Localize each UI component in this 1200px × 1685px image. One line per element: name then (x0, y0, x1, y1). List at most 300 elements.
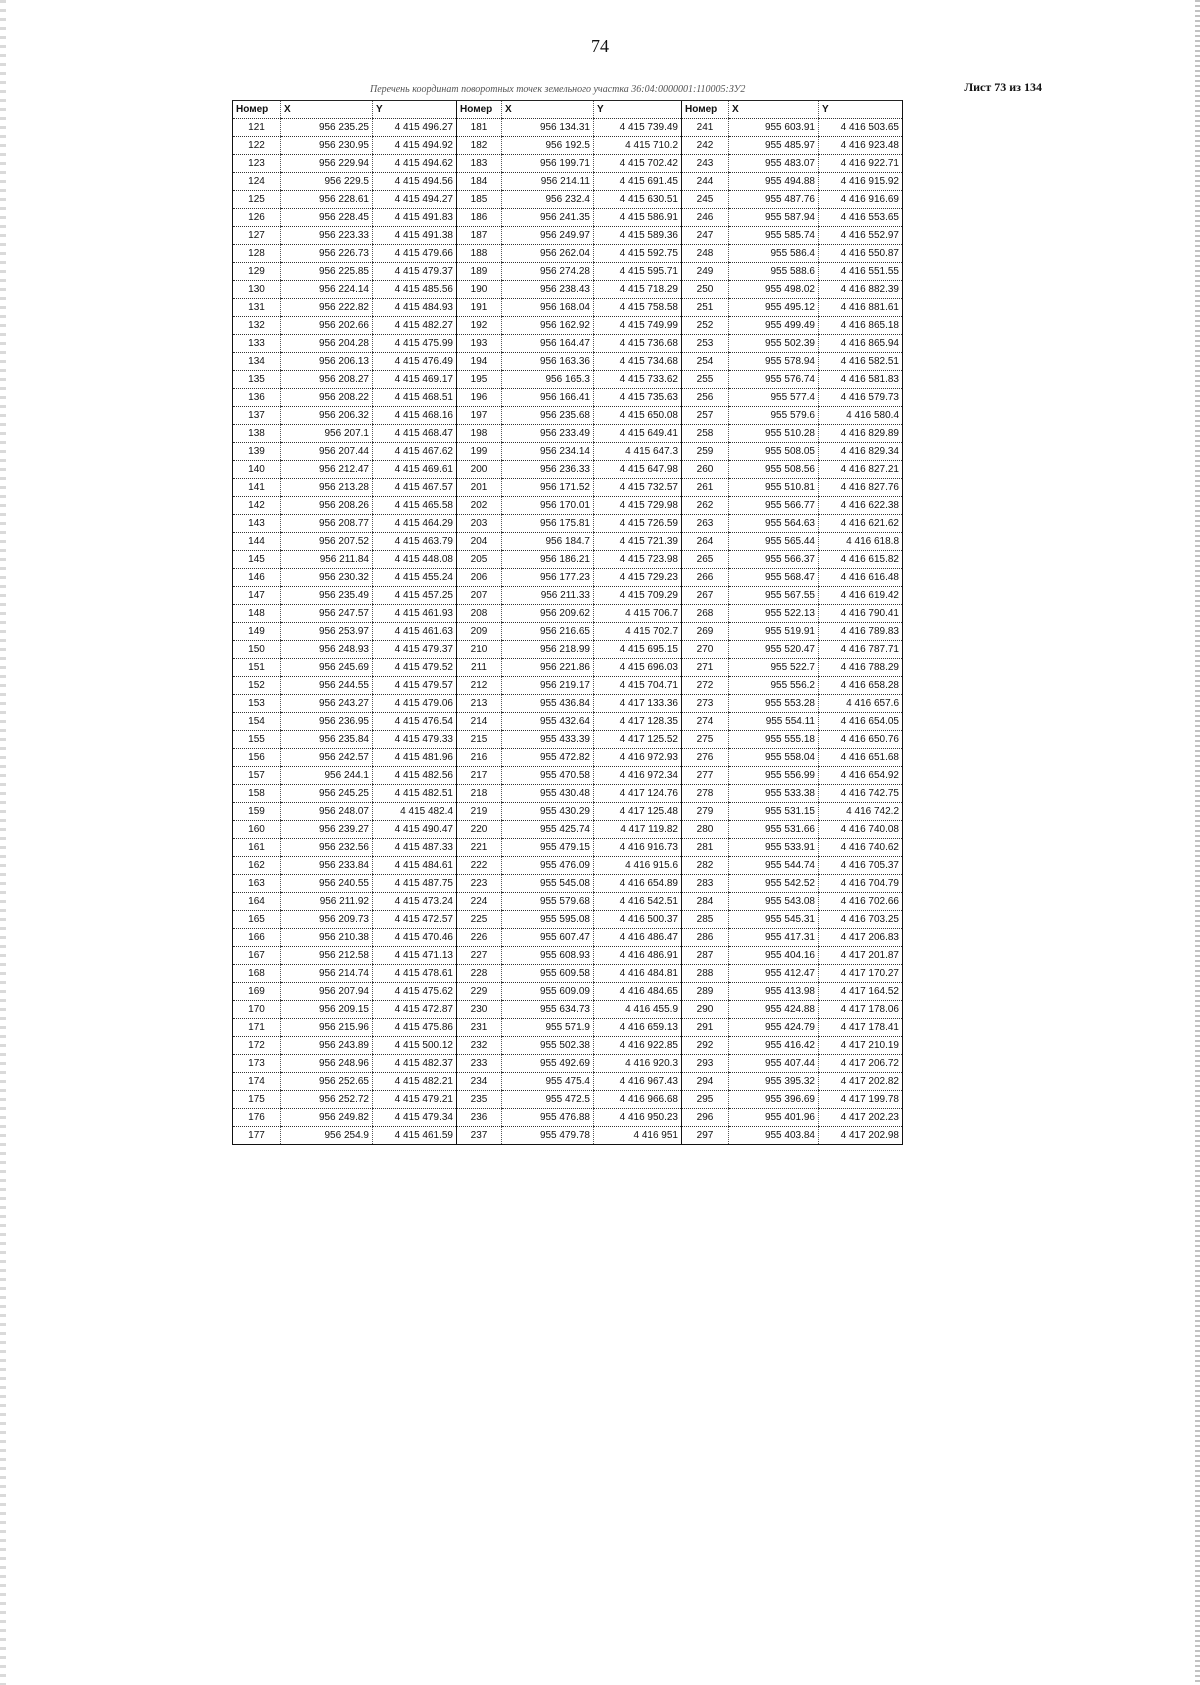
y-coordinate-cell: 4 415 494.56 (373, 173, 457, 191)
point-number-cell: 295 (682, 1091, 729, 1109)
y-coordinate-cell: 4 416 702.66 (819, 893, 903, 911)
y-coordinate-cell: 4 415 461.59 (373, 1127, 457, 1145)
x-coordinate-cell: 956 232.56 (281, 839, 373, 857)
y-coordinate-cell: 4 415 481.96 (373, 749, 457, 767)
y-coordinate-cell: 4 415 479.33 (373, 731, 457, 749)
x-coordinate-cell: 955 401.96 (729, 1109, 819, 1127)
table-row (233, 173, 903, 191)
y-coordinate-cell: 4 416 615.82 (819, 551, 903, 569)
x-coordinate-cell: 955 587.94 (729, 209, 819, 227)
point-number-cell: 242 (682, 137, 729, 155)
y-coordinate-cell: 4 416 619.42 (819, 587, 903, 605)
x-coordinate-cell: 956 247.57 (281, 605, 373, 623)
y-coordinate-cell: 4 415 484.93 (373, 299, 457, 317)
x-coordinate-cell: 956 230.95 (281, 137, 373, 155)
y-coordinate-cell: 4 416 742.75 (819, 785, 903, 803)
point-number-cell: 136 (233, 389, 281, 407)
point-number-cell: 224 (457, 893, 502, 911)
point-number-cell: 209 (457, 623, 502, 641)
y-coordinate-cell: 4 416 865.94 (819, 335, 903, 353)
x-coordinate-cell: 955 595.08 (502, 911, 594, 929)
y-coordinate-cell: 4 415 749.99 (594, 317, 682, 335)
table-row (233, 137, 903, 155)
y-coordinate-cell: 4 416 967.43 (594, 1073, 682, 1091)
point-number-cell: 192 (457, 317, 502, 335)
y-coordinate-cell: 4 415 706.7 (594, 605, 682, 623)
table-row (233, 1001, 903, 1019)
x-coordinate-cell: 956 254.9 (281, 1127, 373, 1145)
point-number-cell: 176 (233, 1109, 281, 1127)
x-coordinate-cell: 956 221.86 (502, 659, 594, 677)
x-coordinate-cell: 956 177.23 (502, 569, 594, 587)
x-coordinate-cell: 955 579.68 (502, 893, 594, 911)
y-coordinate-cell: 4 415 733.62 (594, 371, 682, 389)
y-coordinate-cell: 4 415 461.63 (373, 623, 457, 641)
point-number-cell: 146 (233, 569, 281, 587)
y-coordinate-cell: 4 417 128.35 (594, 713, 682, 731)
point-number-cell: 254 (682, 353, 729, 371)
y-coordinate-cell: 4 415 467.62 (373, 443, 457, 461)
y-coordinate-cell: 4 415 464.29 (373, 515, 457, 533)
point-number-cell: 195 (457, 371, 502, 389)
point-number-cell: 166 (233, 929, 281, 947)
point-number-cell: 235 (457, 1091, 502, 1109)
x-coordinate-cell: 956 243.89 (281, 1037, 373, 1055)
x-coordinate-cell: 956 245.69 (281, 659, 373, 677)
point-number-cell: 182 (457, 137, 502, 155)
point-number-cell: 164 (233, 893, 281, 911)
point-number-cell: 144 (233, 533, 281, 551)
x-coordinate-cell: 956 222.82 (281, 299, 373, 317)
point-number-cell: 212 (457, 677, 502, 695)
x-coordinate-cell: 956 249.97 (502, 227, 594, 245)
point-number-cell: 127 (233, 227, 281, 245)
y-coordinate-cell: 4 415 467.57 (373, 479, 457, 497)
point-number-cell: 287 (682, 947, 729, 965)
y-coordinate-cell: 4 415 461.93 (373, 605, 457, 623)
point-number-cell: 219 (457, 803, 502, 821)
x-coordinate-cell: 956 171.52 (502, 479, 594, 497)
point-number-cell: 167 (233, 947, 281, 965)
point-number-cell: 260 (682, 461, 729, 479)
y-coordinate-cell: 4 415 718.29 (594, 281, 682, 299)
y-coordinate-cell: 4 416 865.18 (819, 317, 903, 335)
x-coordinate-cell: 955 544.74 (729, 857, 819, 875)
x-coordinate-cell: 955 579.6 (729, 407, 819, 425)
y-coordinate-cell: 4 415 723.98 (594, 551, 682, 569)
x-coordinate-cell: 956 225.85 (281, 263, 373, 281)
y-coordinate-cell: 4 416 790.41 (819, 605, 903, 623)
y-coordinate-cell: 4 415 482.51 (373, 785, 457, 803)
table-row (233, 569, 903, 587)
x-coordinate-cell: 956 244.1 (281, 767, 373, 785)
x-coordinate-cell: 956 210.38 (281, 929, 373, 947)
point-number-cell: 274 (682, 713, 729, 731)
y-coordinate-cell: 4 416 580.4 (819, 407, 903, 425)
x-coordinate-cell: 956 207.94 (281, 983, 373, 1001)
y-coordinate-cell: 4 416 622.38 (819, 497, 903, 515)
point-number-cell: 255 (682, 371, 729, 389)
x-coordinate-cell: 955 404.16 (729, 947, 819, 965)
x-coordinate-cell: 956 274.28 (502, 263, 594, 281)
point-number-cell: 232 (457, 1037, 502, 1055)
x-coordinate-cell: 956 248.07 (281, 803, 373, 821)
x-coordinate-cell: 955 485.97 (729, 137, 819, 155)
table-row (233, 1055, 903, 1073)
point-number-cell: 126 (233, 209, 281, 227)
y-coordinate-cell: 4 415 479.37 (373, 263, 457, 281)
x-coordinate-cell: 956 249.82 (281, 1109, 373, 1127)
y-coordinate-cell: 4 415 482.56 (373, 767, 457, 785)
y-coordinate-cell: 4 416 742.2 (819, 803, 903, 821)
table-row (233, 317, 903, 335)
point-number-cell: 211 (457, 659, 502, 677)
point-number-cell: 269 (682, 623, 729, 641)
point-number-cell: 194 (457, 353, 502, 371)
table-row (233, 1127, 903, 1145)
x-coordinate-cell: 955 495.12 (729, 299, 819, 317)
point-number-cell: 296 (682, 1109, 729, 1127)
x-coordinate-cell: 956 186.21 (502, 551, 594, 569)
col-x-3: X (729, 101, 819, 119)
x-coordinate-cell: 955 476.09 (502, 857, 594, 875)
x-coordinate-cell: 955 487.76 (729, 191, 819, 209)
table-caption: Перечень координат поворотных точек земельного участка 36:04:0000001:110005:ЗУ2 (370, 84, 746, 95)
table-row (233, 749, 903, 767)
point-number-cell: 281 (682, 839, 729, 857)
x-coordinate-cell: 956 235.84 (281, 731, 373, 749)
point-number-cell: 190 (457, 281, 502, 299)
point-number-cell: 206 (457, 569, 502, 587)
y-coordinate-cell: 4 415 465.58 (373, 497, 457, 515)
table-row (233, 335, 903, 353)
y-coordinate-cell: 4 417 119.82 (594, 821, 682, 839)
point-number-cell: 262 (682, 497, 729, 515)
y-coordinate-cell: 4 415 592.75 (594, 245, 682, 263)
table-row (233, 353, 903, 371)
x-coordinate-cell: 956 204.28 (281, 335, 373, 353)
x-coordinate-cell: 955 545.08 (502, 875, 594, 893)
y-coordinate-cell: 4 416 788.29 (819, 659, 903, 677)
point-number-cell: 153 (233, 695, 281, 713)
table-row (233, 767, 903, 785)
x-coordinate-cell: 955 508.56 (729, 461, 819, 479)
point-number-cell: 285 (682, 911, 729, 929)
y-coordinate-cell: 4 417 210.19 (819, 1037, 903, 1055)
table-row (233, 281, 903, 299)
y-coordinate-cell: 4 415 494.92 (373, 137, 457, 155)
y-coordinate-cell: 4 416 829.89 (819, 425, 903, 443)
x-coordinate-cell: 955 520.47 (729, 641, 819, 659)
x-coordinate-cell: 955 531.15 (729, 803, 819, 821)
y-coordinate-cell: 4 416 915.6 (594, 857, 682, 875)
x-coordinate-cell: 956 224.14 (281, 281, 373, 299)
y-coordinate-cell: 4 415 479.52 (373, 659, 457, 677)
table-row (233, 641, 903, 659)
point-number-cell: 218 (457, 785, 502, 803)
y-coordinate-cell: 4 415 470.46 (373, 929, 457, 947)
y-coordinate-cell: 4 415 472.57 (373, 911, 457, 929)
x-coordinate-cell: 956 212.47 (281, 461, 373, 479)
y-coordinate-cell: 4 416 542.51 (594, 893, 682, 911)
x-coordinate-cell: 955 585.74 (729, 227, 819, 245)
point-number-cell: 184 (457, 173, 502, 191)
table-row (233, 875, 903, 893)
y-coordinate-cell: 4 416 582.51 (819, 353, 903, 371)
y-coordinate-cell: 4 416 740.62 (819, 839, 903, 857)
y-coordinate-cell: 4 415 650.08 (594, 407, 682, 425)
x-coordinate-cell: 956 233.49 (502, 425, 594, 443)
y-coordinate-cell: 4 415 586.91 (594, 209, 682, 227)
y-coordinate-cell: 4 416 654.05 (819, 713, 903, 731)
y-coordinate-cell: 4 416 827.76 (819, 479, 903, 497)
point-number-cell: 217 (457, 767, 502, 785)
point-number-cell: 193 (457, 335, 502, 353)
x-coordinate-cell: 956 252.65 (281, 1073, 373, 1091)
point-number-cell: 160 (233, 821, 281, 839)
x-coordinate-cell: 956 170.01 (502, 497, 594, 515)
x-coordinate-cell: 956 199.71 (502, 155, 594, 173)
x-coordinate-cell: 956 236.33 (502, 461, 594, 479)
y-coordinate-cell: 4 415 479.66 (373, 245, 457, 263)
x-coordinate-cell: 955 543.08 (729, 893, 819, 911)
y-coordinate-cell: 4 417 125.52 (594, 731, 682, 749)
y-coordinate-cell: 4 415 475.62 (373, 983, 457, 1001)
x-coordinate-cell: 956 211.84 (281, 551, 373, 569)
point-number-cell: 247 (682, 227, 729, 245)
point-number-cell: 196 (457, 389, 502, 407)
point-number-cell: 249 (682, 263, 729, 281)
y-coordinate-cell: 4 416 704.79 (819, 875, 903, 893)
y-coordinate-cell: 4 416 651.68 (819, 749, 903, 767)
table-row (233, 929, 903, 947)
point-number-cell: 128 (233, 245, 281, 263)
y-coordinate-cell: 4 415 469.61 (373, 461, 457, 479)
point-number-cell: 131 (233, 299, 281, 317)
x-coordinate-cell: 956 229.94 (281, 155, 373, 173)
y-coordinate-cell: 4 415 739.49 (594, 119, 682, 137)
y-coordinate-cell: 4 415 496.27 (373, 119, 457, 137)
x-coordinate-cell: 955 498.02 (729, 281, 819, 299)
y-coordinate-cell: 4 417 199.78 (819, 1091, 903, 1109)
y-coordinate-cell: 4 416 621.62 (819, 515, 903, 533)
x-coordinate-cell: 956 235.68 (502, 407, 594, 425)
point-number-cell: 129 (233, 263, 281, 281)
y-coordinate-cell: 4 416 829.34 (819, 443, 903, 461)
sheet-label: Лист 73 из 134 (964, 80, 1042, 94)
y-coordinate-cell: 4 415 494.27 (373, 191, 457, 209)
point-number-cell: 256 (682, 389, 729, 407)
table-body (233, 119, 903, 1145)
table-row (233, 425, 903, 443)
point-number-cell: 221 (457, 839, 502, 857)
x-coordinate-cell: 955 430.29 (502, 803, 594, 821)
x-coordinate-cell: 955 564.63 (729, 515, 819, 533)
point-number-cell: 177 (233, 1127, 281, 1145)
table-row (233, 587, 903, 605)
point-number-cell: 264 (682, 533, 729, 551)
point-number-cell: 227 (457, 947, 502, 965)
table-row (233, 389, 903, 407)
point-number-cell: 244 (682, 173, 729, 191)
point-number-cell: 276 (682, 749, 729, 767)
y-coordinate-cell: 4 415 473.24 (373, 893, 457, 911)
y-coordinate-cell: 4 416 827.21 (819, 461, 903, 479)
point-number-cell: 168 (233, 965, 281, 983)
x-coordinate-cell: 956 252.72 (281, 1091, 373, 1109)
x-coordinate-cell: 956 207.44 (281, 443, 373, 461)
y-coordinate-cell: 4 417 178.41 (819, 1019, 903, 1037)
point-number-cell: 154 (233, 713, 281, 731)
y-coordinate-cell: 4 417 133.36 (594, 695, 682, 713)
point-number-cell: 207 (457, 587, 502, 605)
y-coordinate-cell: 4 415 482.27 (373, 317, 457, 335)
table-row (233, 533, 903, 551)
y-coordinate-cell: 4 416 553.65 (819, 209, 903, 227)
y-coordinate-cell: 4 415 479.37 (373, 641, 457, 659)
point-number-cell: 294 (682, 1073, 729, 1091)
y-coordinate-cell: 4 416 923.48 (819, 137, 903, 155)
x-coordinate-cell: 955 492.69 (502, 1055, 594, 1073)
point-number-cell: 288 (682, 965, 729, 983)
point-number-cell: 202 (457, 497, 502, 515)
x-coordinate-cell: 956 211.33 (502, 587, 594, 605)
x-coordinate-cell: 955 424.79 (729, 1019, 819, 1037)
x-coordinate-cell: 956 206.13 (281, 353, 373, 371)
x-coordinate-cell: 955 603.91 (729, 119, 819, 137)
point-number-cell: 272 (682, 677, 729, 695)
table-row (233, 947, 903, 965)
x-coordinate-cell: 956 207.52 (281, 533, 373, 551)
x-coordinate-cell: 956 238.43 (502, 281, 594, 299)
x-coordinate-cell: 956 239.27 (281, 821, 373, 839)
y-coordinate-cell: 4 415 482.37 (373, 1055, 457, 1073)
x-coordinate-cell: 956 165.3 (502, 371, 594, 389)
y-coordinate-cell: 4 415 485.56 (373, 281, 457, 299)
y-coordinate-cell: 4 416 618.8 (819, 533, 903, 551)
x-coordinate-cell: 955 502.38 (502, 1037, 594, 1055)
y-coordinate-cell: 4 416 616.48 (819, 569, 903, 587)
x-coordinate-cell: 955 483.07 (729, 155, 819, 173)
x-coordinate-cell: 955 577.4 (729, 389, 819, 407)
x-coordinate-cell: 956 262.04 (502, 245, 594, 263)
point-number-cell: 149 (233, 623, 281, 641)
col-number-3: Номер (682, 101, 729, 119)
y-coordinate-cell: 4 415 710.2 (594, 137, 682, 155)
x-coordinate-cell: 956 175.81 (502, 515, 594, 533)
y-coordinate-cell: 4 415 448.08 (373, 551, 457, 569)
y-coordinate-cell: 4 415 455.24 (373, 569, 457, 587)
y-coordinate-cell: 4 415 468.47 (373, 425, 457, 443)
point-number-cell: 248 (682, 245, 729, 263)
x-coordinate-cell: 956 163.36 (502, 353, 594, 371)
y-coordinate-cell: 4 415 494.62 (373, 155, 457, 173)
col-x-1: X (281, 101, 373, 119)
x-coordinate-cell: 956 240.55 (281, 875, 373, 893)
y-coordinate-cell: 4 415 479.06 (373, 695, 457, 713)
point-number-cell: 188 (457, 245, 502, 263)
y-coordinate-cell: 4 416 484.65 (594, 983, 682, 1001)
table-row (233, 209, 903, 227)
table-row (233, 119, 903, 137)
point-number-cell: 236 (457, 1109, 502, 1127)
point-number-cell: 140 (233, 461, 281, 479)
x-coordinate-cell: 955 578.94 (729, 353, 819, 371)
y-coordinate-cell: 4 415 630.51 (594, 191, 682, 209)
x-coordinate-cell: 955 510.81 (729, 479, 819, 497)
x-coordinate-cell: 956 207.1 (281, 425, 373, 443)
x-coordinate-cell: 955 542.52 (729, 875, 819, 893)
x-coordinate-cell: 955 554.11 (729, 713, 819, 731)
point-number-cell: 237 (457, 1127, 502, 1145)
x-coordinate-cell: 956 216.65 (502, 623, 594, 641)
y-coordinate-cell: 4 416 703.25 (819, 911, 903, 929)
point-number-cell: 173 (233, 1055, 281, 1073)
y-coordinate-cell: 4 415 479.21 (373, 1091, 457, 1109)
y-coordinate-cell: 4 415 758.58 (594, 299, 682, 317)
x-coordinate-cell: 955 424.88 (729, 1001, 819, 1019)
y-coordinate-cell: 4 415 721.39 (594, 533, 682, 551)
point-number-cell: 132 (233, 317, 281, 335)
x-coordinate-cell: 956 214.11 (502, 173, 594, 191)
y-coordinate-cell: 4 415 457.25 (373, 587, 457, 605)
x-coordinate-cell: 955 472.82 (502, 749, 594, 767)
table-row (233, 785, 903, 803)
x-coordinate-cell: 956 235.25 (281, 119, 373, 137)
x-coordinate-cell: 956 206.32 (281, 407, 373, 425)
point-number-cell: 275 (682, 731, 729, 749)
y-coordinate-cell: 4 416 579.73 (819, 389, 903, 407)
point-number-cell: 283 (682, 875, 729, 893)
col-y-3: Y (819, 101, 903, 119)
y-coordinate-cell: 4 416 659.13 (594, 1019, 682, 1037)
table-row (233, 911, 903, 929)
coordinates-table (232, 100, 903, 1145)
y-coordinate-cell: 4 415 491.38 (373, 227, 457, 245)
x-coordinate-cell: 956 228.61 (281, 191, 373, 209)
y-coordinate-cell: 4 415 647.98 (594, 461, 682, 479)
point-number-cell: 205 (457, 551, 502, 569)
table-row (233, 893, 903, 911)
x-coordinate-cell: 955 416.42 (729, 1037, 819, 1055)
x-coordinate-cell: 956 208.26 (281, 497, 373, 515)
point-number-cell: 189 (457, 263, 502, 281)
point-number-cell: 163 (233, 875, 281, 893)
point-number-cell: 162 (233, 857, 281, 875)
x-coordinate-cell: 955 586.4 (729, 245, 819, 263)
point-number-cell: 263 (682, 515, 729, 533)
table-row (233, 515, 903, 533)
y-coordinate-cell: 4 415 595.71 (594, 263, 682, 281)
y-coordinate-cell: 4 417 125.48 (594, 803, 682, 821)
point-number-cell: 289 (682, 983, 729, 1001)
x-coordinate-cell: 956 226.73 (281, 245, 373, 263)
x-coordinate-cell: 955 609.09 (502, 983, 594, 1001)
x-coordinate-cell: 955 472.5 (502, 1091, 594, 1109)
x-coordinate-cell: 955 470.58 (502, 767, 594, 785)
y-coordinate-cell: 4 415 468.51 (373, 389, 457, 407)
y-coordinate-cell: 4 417 178.06 (819, 1001, 903, 1019)
y-coordinate-cell: 4 416 881.61 (819, 299, 903, 317)
x-coordinate-cell: 956 232.4 (502, 191, 594, 209)
y-coordinate-cell: 4 415 479.57 (373, 677, 457, 695)
point-number-cell: 230 (457, 1001, 502, 1019)
x-coordinate-cell: 955 608.93 (502, 947, 594, 965)
x-coordinate-cell: 955 433.39 (502, 731, 594, 749)
point-number-cell: 261 (682, 479, 729, 497)
x-coordinate-cell: 956 241.35 (502, 209, 594, 227)
point-number-cell: 150 (233, 641, 281, 659)
